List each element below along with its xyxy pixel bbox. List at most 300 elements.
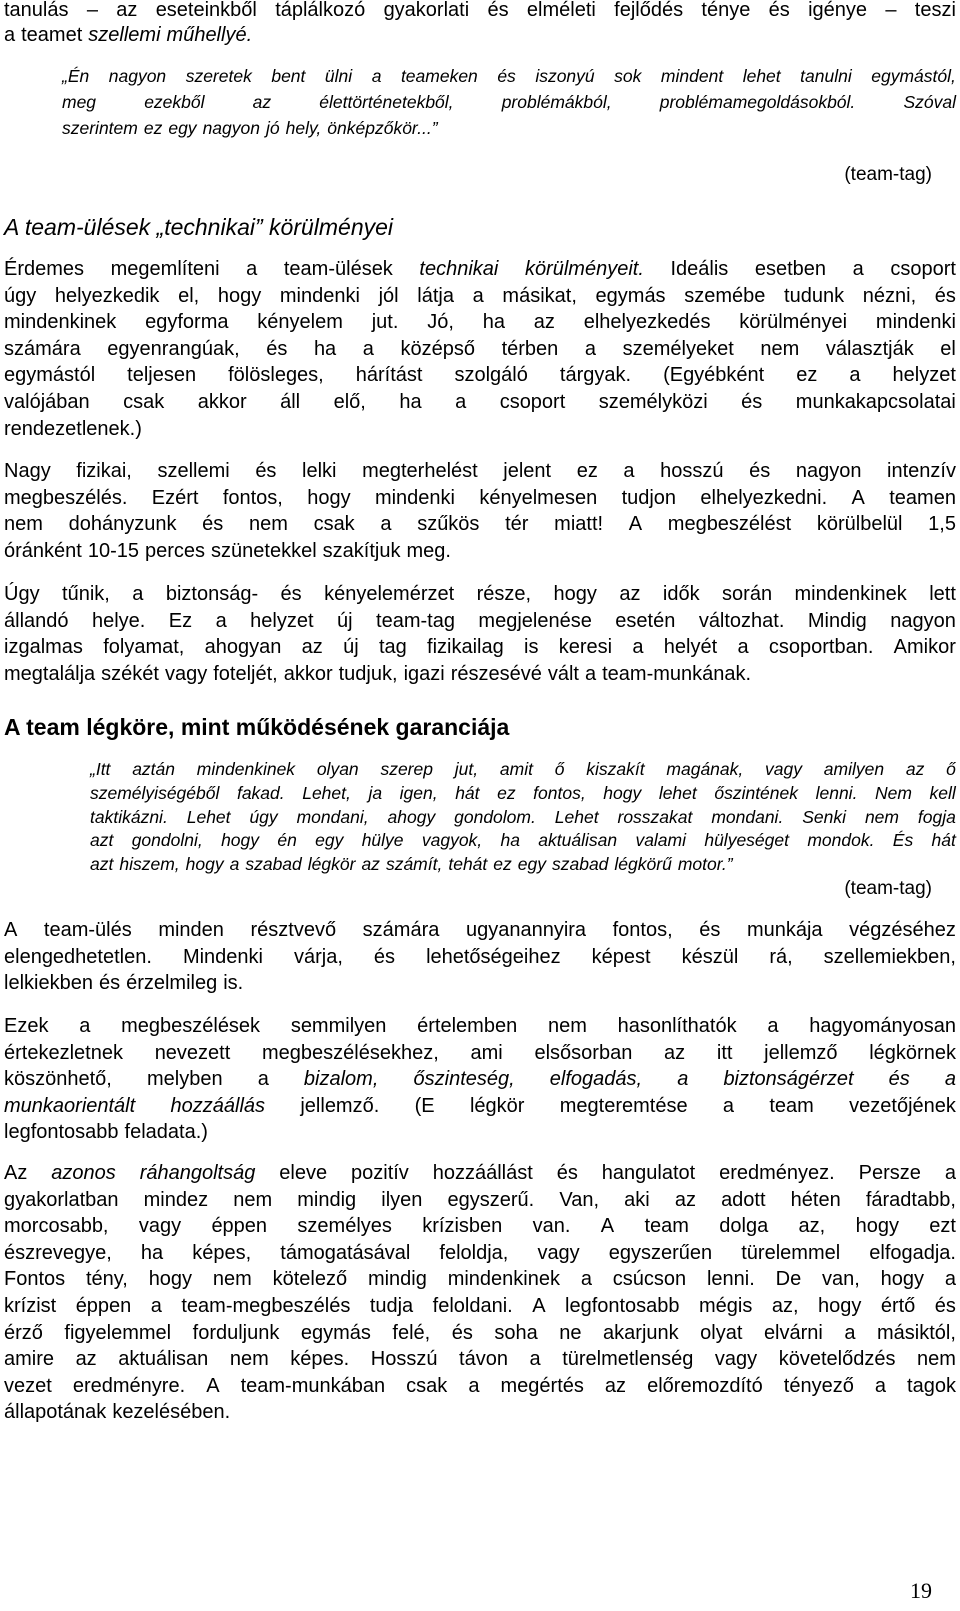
word: nagyon bbox=[108, 66, 167, 86]
word: rosszakat bbox=[617, 806, 693, 827]
word: valójában bbox=[4, 391, 90, 413]
section-heading: A team légköre, mint működésének garanciája bbox=[4, 714, 510, 740]
word: hozzáállás bbox=[170, 1094, 266, 1117]
word: egyenrangúak, bbox=[107, 337, 240, 360]
word: hiszem, bbox=[119, 854, 180, 875]
word: jellemző. bbox=[300, 1094, 380, 1117]
word: értő bbox=[880, 1295, 916, 1317]
word: taktikázni. bbox=[90, 806, 168, 827]
word: mindenki bbox=[279, 284, 360, 307]
word: bizalom, bbox=[303, 1068, 379, 1091]
word: morcosabb, bbox=[4, 1215, 109, 1238]
paragraph-line bbox=[4, 1346, 956, 1372]
word: az bbox=[664, 1041, 686, 1064]
word: Nem bbox=[875, 782, 912, 803]
word: semmilyen bbox=[290, 1015, 387, 1037]
word: a bbox=[844, 1321, 856, 1344]
word: a bbox=[362, 337, 374, 360]
word: körülményei bbox=[739, 311, 848, 334]
word: keresi bbox=[558, 636, 613, 659]
word: akkor bbox=[197, 391, 247, 413]
word: Lehet bbox=[186, 806, 231, 827]
word: Amikor bbox=[893, 636, 956, 659]
word: személyközi bbox=[598, 391, 708, 413]
word: és bbox=[202, 513, 224, 536]
word: mindenkinek bbox=[794, 583, 907, 605]
word: magának, bbox=[666, 759, 744, 779]
paragraph-line bbox=[4, 1293, 956, 1319]
word: egyszerűen bbox=[608, 1241, 713, 1264]
paragraph-line bbox=[4, 1266, 956, 1292]
word: úgy bbox=[249, 806, 278, 827]
word: változhat. bbox=[698, 609, 785, 632]
word: tanulás bbox=[4, 0, 69, 21]
word: aktuálisan bbox=[538, 830, 618, 851]
word: vagy bbox=[537, 1241, 580, 1264]
word: egy bbox=[517, 854, 546, 875]
word: fizikailag bbox=[427, 636, 504, 659]
word: ezt bbox=[929, 1215, 956, 1238]
word: szakítjuk bbox=[322, 539, 401, 562]
word: van. bbox=[532, 1215, 571, 1238]
word: egymástól, bbox=[871, 66, 956, 86]
word: várja, bbox=[294, 945, 343, 968]
word: tag bbox=[378, 636, 407, 659]
word: képes, bbox=[192, 1241, 252, 1264]
word: ami bbox=[470, 1041, 503, 1064]
quote-line bbox=[90, 805, 956, 829]
word: helyzet bbox=[892, 364, 956, 387]
word: türelemmel bbox=[741, 1241, 841, 1264]
word: team-ülés bbox=[43, 919, 132, 941]
word: igazi bbox=[403, 662, 445, 685]
word: van, bbox=[822, 1268, 860, 1291]
word: csak bbox=[123, 391, 165, 413]
word: A bbox=[206, 1374, 220, 1397]
word: De bbox=[775, 1268, 802, 1291]
paragraph-line bbox=[4, 1160, 956, 1186]
word: nem bbox=[760, 337, 800, 360]
word: miatt! bbox=[554, 513, 604, 536]
word: őszintének bbox=[714, 782, 799, 803]
word: fontos, bbox=[222, 486, 283, 509]
word: Az bbox=[4, 1162, 28, 1184]
word: az bbox=[619, 583, 641, 605]
word: el bbox=[940, 337, 956, 360]
word: jelent bbox=[503, 460, 552, 482]
word: team-ülések bbox=[283, 258, 393, 280]
word: Lehet bbox=[554, 806, 599, 827]
word: lett bbox=[929, 583, 956, 605]
word: nem bbox=[248, 513, 288, 536]
word: fölösleges, bbox=[228, 364, 324, 387]
word: hogy bbox=[553, 583, 597, 605]
word: ha bbox=[313, 337, 337, 360]
word: egy bbox=[168, 118, 197, 138]
word: hogy bbox=[148, 1268, 193, 1291]
word: műhellyé. bbox=[166, 24, 253, 46]
word: a bbox=[849, 364, 861, 387]
word: a bbox=[944, 1162, 956, 1184]
word: gondolom. bbox=[454, 806, 536, 827]
paragraph-line bbox=[4, 1013, 956, 1039]
word: jól bbox=[378, 284, 399, 307]
word: az bbox=[75, 1348, 97, 1371]
word: ez bbox=[796, 364, 818, 387]
word: mindenki bbox=[374, 486, 455, 509]
word: 1,5 bbox=[928, 513, 956, 536]
word: a bbox=[371, 66, 382, 86]
word: ahogyan bbox=[204, 636, 282, 659]
word: türelmetlenség bbox=[562, 1348, 694, 1371]
word: intenzív bbox=[887, 460, 956, 482]
word: esetén bbox=[615, 609, 676, 632]
word: hogy bbox=[818, 1295, 862, 1317]
word: hogy bbox=[603, 782, 642, 803]
word: hogy bbox=[307, 486, 351, 509]
quote-attribution: (team-tag) bbox=[844, 164, 932, 185]
word: A bbox=[4, 919, 18, 941]
word: őszinteség, bbox=[413, 1068, 515, 1091]
word: motor.” bbox=[677, 854, 733, 875]
word: mindenkinek bbox=[4, 311, 117, 334]
word: az bbox=[252, 92, 272, 112]
word: mondani, bbox=[296, 806, 369, 827]
word: éppen bbox=[75, 1295, 132, 1317]
word: az bbox=[361, 854, 380, 875]
word: személyeket bbox=[622, 337, 734, 360]
word: tudja bbox=[369, 1295, 414, 1317]
word: tudjuk, bbox=[338, 662, 398, 685]
quote-line bbox=[90, 852, 956, 876]
word: nagyon bbox=[795, 460, 862, 482]
word: elengedhetetlen. bbox=[4, 945, 152, 968]
word: Hosszú bbox=[370, 1348, 438, 1371]
paragraph-line bbox=[4, 538, 956, 564]
word: Fontos bbox=[4, 1268, 66, 1291]
word: elhelyezkedés bbox=[583, 311, 711, 334]
word: héten bbox=[790, 1188, 841, 1211]
word: meg. bbox=[406, 539, 451, 562]
word: esetben bbox=[754, 258, 827, 280]
paragraph-line bbox=[4, 634, 956, 660]
word: óránként bbox=[4, 539, 82, 562]
word: megjelenése bbox=[478, 609, 592, 632]
word: akkor bbox=[283, 662, 333, 685]
word: kötelező bbox=[272, 1268, 348, 1291]
word: eleve bbox=[279, 1162, 328, 1184]
word: egymás bbox=[300, 1321, 371, 1344]
quote-line bbox=[62, 64, 956, 88]
word: szellemiekben, bbox=[823, 945, 956, 968]
word: kényelem bbox=[257, 311, 343, 334]
word: nem bbox=[917, 1348, 956, 1371]
word: amire bbox=[4, 1348, 55, 1371]
paragraph-line bbox=[4, 970, 956, 996]
word: azt bbox=[90, 830, 114, 851]
word: a bbox=[767, 1015, 779, 1037]
word: 10-15 bbox=[87, 539, 139, 562]
word: megterhelést bbox=[362, 460, 478, 482]
word: tárgyak. bbox=[559, 364, 632, 387]
word: hozzáállást bbox=[432, 1162, 533, 1184]
paragraph-line bbox=[4, 661, 956, 687]
word: és bbox=[556, 1162, 578, 1184]
word: és bbox=[497, 66, 516, 86]
word: idők bbox=[662, 583, 700, 605]
word: az, bbox=[798, 1215, 826, 1238]
paragraph-line bbox=[4, 511, 956, 537]
word: a bbox=[580, 1268, 592, 1291]
word: elő, bbox=[333, 391, 366, 413]
paragraph-line bbox=[4, 283, 956, 309]
word: nem bbox=[547, 1015, 587, 1037]
word: csúcson bbox=[612, 1268, 687, 1291]
word: Ezek bbox=[4, 1015, 49, 1037]
word: tudjon bbox=[621, 486, 677, 509]
word: Szóval bbox=[903, 92, 956, 112]
word: úgy bbox=[4, 284, 37, 307]
word: mégis bbox=[699, 1295, 753, 1317]
paragraph-line bbox=[4, 1066, 956, 1092]
word: képes. bbox=[290, 1348, 350, 1371]
word: számára bbox=[362, 919, 440, 941]
word: értekezletnek bbox=[4, 1041, 123, 1064]
word: hogy bbox=[221, 830, 260, 851]
word: és bbox=[266, 337, 288, 360]
paragraph-line bbox=[4, 309, 956, 335]
word: az bbox=[533, 311, 555, 334]
paragraph-line bbox=[4, 917, 956, 943]
word: és bbox=[768, 0, 790, 21]
word: állapotának bbox=[4, 1401, 107, 1424]
word: meg bbox=[62, 92, 97, 112]
word: technikai bbox=[419, 258, 499, 280]
word: éppen bbox=[211, 1215, 268, 1238]
word: gyakorlati bbox=[383, 0, 470, 21]
word: tér bbox=[505, 513, 529, 536]
word: aztán bbox=[132, 759, 176, 779]
word: hangulatot bbox=[601, 1162, 696, 1184]
word: a bbox=[632, 636, 644, 659]
word: mindez bbox=[143, 1188, 209, 1211]
word: Ideális bbox=[670, 258, 729, 280]
word: megértés bbox=[500, 1374, 584, 1397]
word: egyforma bbox=[145, 311, 229, 334]
word: teszi bbox=[914, 0, 956, 21]
paragraph-line bbox=[4, 458, 956, 484]
word: az bbox=[905, 759, 925, 779]
section-heading: A team-ülések „technikai” körülményei bbox=[4, 214, 394, 240]
word: amilyen bbox=[823, 759, 885, 779]
word: biztonságérzet bbox=[723, 1068, 854, 1091]
word: krízist bbox=[4, 1295, 57, 1317]
word: aktuálisan bbox=[118, 1348, 209, 1371]
word: eredményez. bbox=[719, 1162, 835, 1184]
word: forduljunk bbox=[192, 1321, 280, 1344]
word: ez bbox=[497, 782, 516, 803]
word: És bbox=[892, 830, 914, 851]
word: része, bbox=[476, 583, 532, 605]
word: Van, bbox=[559, 1188, 600, 1211]
word: helyezkedik bbox=[54, 284, 160, 307]
word: nagyon bbox=[890, 609, 956, 632]
word: valami bbox=[635, 830, 687, 851]
word: lehet bbox=[742, 66, 781, 86]
paragraph-line bbox=[4, 1240, 956, 1266]
word: csak bbox=[406, 1374, 448, 1397]
word: lenni. bbox=[815, 782, 858, 803]
word: ja bbox=[368, 782, 383, 803]
word: izgalmas bbox=[4, 636, 83, 659]
paragraph-line bbox=[4, 1373, 956, 1399]
word: legfontosabb bbox=[565, 1295, 680, 1317]
word: Úgy bbox=[4, 583, 40, 605]
word: A bbox=[851, 486, 865, 509]
word: hülye bbox=[361, 830, 404, 851]
word: eseteinkből bbox=[155, 0, 257, 21]
word: az bbox=[604, 1374, 627, 1397]
paragraph-line bbox=[4, 1213, 956, 1239]
paragraph-line bbox=[4, 1320, 956, 1346]
paragraph-line bbox=[4, 336, 956, 362]
word: gyakorlatban bbox=[4, 1188, 119, 1211]
word: rá, bbox=[769, 945, 793, 968]
word: hasonlíthatók bbox=[617, 1015, 737, 1037]
word: és bbox=[699, 919, 721, 941]
word: megbeszélések bbox=[121, 1015, 261, 1037]
word: tény, bbox=[85, 1268, 128, 1291]
word: olyat bbox=[700, 1321, 743, 1344]
word: csoportban. bbox=[768, 636, 874, 659]
paragraph-line bbox=[4, 1093, 956, 1119]
quote-line bbox=[90, 781, 956, 805]
word: (Egyébként bbox=[663, 364, 765, 387]
word: érzelmileg bbox=[126, 972, 218, 995]
word: ülni bbox=[324, 66, 353, 86]
word: vagy bbox=[714, 1348, 758, 1371]
word: Ezért bbox=[151, 486, 199, 509]
word: melyben bbox=[146, 1068, 223, 1091]
word: tudunk bbox=[784, 284, 845, 307]
word: hely, bbox=[285, 118, 322, 138]
word: is. bbox=[223, 972, 244, 995]
word: hát bbox=[931, 830, 956, 851]
word: megemlíteni bbox=[110, 258, 220, 280]
word: eredményre. bbox=[72, 1374, 186, 1397]
word: vagy bbox=[765, 759, 803, 779]
word: A bbox=[532, 1295, 546, 1317]
word: figyelemmel bbox=[64, 1321, 172, 1344]
word: távon bbox=[459, 1348, 508, 1371]
word: élettörténetekből, bbox=[319, 92, 454, 112]
word: követelődzés bbox=[778, 1348, 896, 1371]
word: a bbox=[623, 460, 635, 482]
quote-line bbox=[90, 757, 956, 781]
word: „Én bbox=[62, 66, 90, 86]
word: ez bbox=[143, 118, 163, 138]
word: végzéséhez bbox=[849, 919, 956, 941]
paragraph-line bbox=[4, 581, 956, 607]
word: problémamegoldásokból. bbox=[659, 92, 856, 112]
word: tényező bbox=[783, 1374, 854, 1397]
word: team-tag bbox=[376, 609, 455, 632]
word: el, bbox=[178, 284, 200, 307]
word: a bbox=[468, 1374, 480, 1397]
word: biztonság- bbox=[165, 583, 259, 605]
word: is bbox=[524, 636, 539, 659]
word: folyamat, bbox=[103, 636, 185, 659]
word: pozitív bbox=[351, 1162, 409, 1184]
word: értelemben bbox=[417, 1015, 518, 1037]
paragraph-line bbox=[4, 608, 956, 634]
word: megbeszélés. bbox=[4, 486, 128, 509]
word: vált bbox=[547, 662, 579, 685]
word: kell bbox=[929, 782, 956, 803]
word: szünetekkel bbox=[211, 539, 317, 562]
word: teameken bbox=[400, 66, 478, 86]
word: ezekből bbox=[144, 92, 205, 112]
word: megbeszélést bbox=[667, 513, 792, 536]
word: ahogy bbox=[387, 806, 436, 827]
quote-line bbox=[62, 90, 956, 114]
word: megbeszélésekhez, bbox=[262, 1041, 439, 1064]
word: Nagy bbox=[4, 460, 51, 482]
word: ha bbox=[399, 391, 422, 413]
word: hárítást bbox=[355, 364, 423, 387]
word: személyes bbox=[297, 1215, 392, 1238]
word: team-munkában bbox=[240, 1374, 386, 1397]
word: mindent bbox=[660, 66, 724, 86]
word: itt bbox=[716, 1041, 733, 1064]
word: és bbox=[373, 945, 396, 968]
word: szerep bbox=[380, 759, 433, 779]
paragraph-line bbox=[4, 389, 956, 415]
word: és bbox=[255, 460, 277, 482]
word: vezetőjének bbox=[849, 1094, 956, 1117]
word: a bbox=[584, 337, 597, 360]
word: kényelmesen bbox=[479, 486, 598, 509]
word: nem bbox=[212, 1268, 252, 1291]
word: feladata.) bbox=[124, 1121, 208, 1144]
word: a bbox=[677, 1068, 689, 1091]
word: szolgáló bbox=[454, 364, 528, 387]
word: hogy bbox=[217, 284, 262, 307]
word: egymás bbox=[595, 284, 666, 307]
word: szemébe bbox=[684, 284, 766, 307]
quote-line bbox=[90, 828, 956, 852]
word: fizikai, bbox=[76, 460, 132, 482]
word: Mindig bbox=[807, 609, 867, 632]
word: amit bbox=[499, 759, 533, 779]
word: lehet bbox=[658, 782, 697, 803]
word: új bbox=[343, 636, 359, 659]
word: dolga bbox=[719, 1215, 769, 1238]
word: ez bbox=[576, 460, 598, 482]
word: a bbox=[944, 1268, 956, 1291]
word: rendezetlenek.) bbox=[4, 417, 142, 440]
word: a bbox=[472, 284, 484, 307]
word: vagyok, bbox=[421, 830, 483, 851]
word: és bbox=[888, 1068, 910, 1091]
word: kezelésében. bbox=[112, 1401, 231, 1424]
word: tűnik, bbox=[62, 583, 110, 605]
paragraph-line bbox=[4, 1399, 956, 1425]
word: előremozdító bbox=[647, 1374, 763, 1397]
word: hogy bbox=[855, 1215, 899, 1238]
word: én bbox=[277, 830, 297, 851]
word: foteljét, bbox=[213, 662, 278, 685]
